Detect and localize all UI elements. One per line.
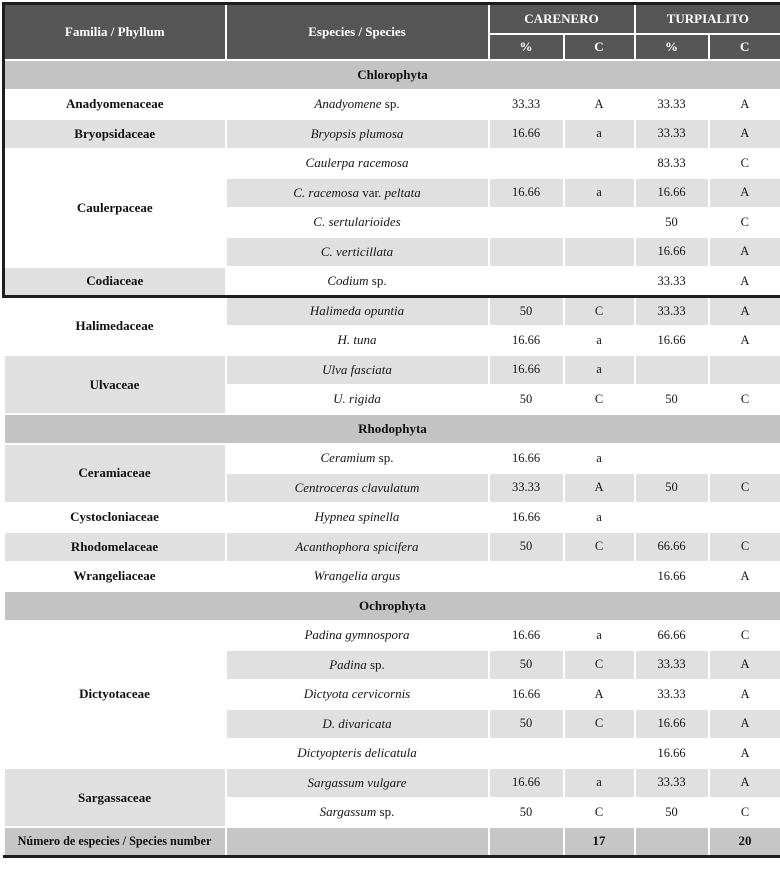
species-name-cell — [226, 503, 489, 533]
carenero-c-cell: C — [564, 296, 635, 326]
family-cell: Ulvaceae — [4, 355, 226, 414]
phylum-section-row — [4, 414, 780, 444]
carenero-pct-cell — [489, 149, 564, 179]
species-name-italic: U. rigida — [333, 391, 381, 407]
species-row — [4, 149, 780, 179]
species-name-italic: Caulerpa racemosa — [305, 155, 409, 171]
turpialito-c-cell: C — [709, 621, 780, 651]
family-cell: Bryopsidaceae — [4, 119, 226, 149]
species-name-cell — [226, 178, 489, 208]
species-name-roman: sp. — [368, 273, 387, 288]
species-name-italic: Anadyomene — [314, 96, 382, 112]
species-occurrence-table — [2, 2, 780, 858]
carenero-c-cell — [564, 237, 635, 267]
turpialito-pct-cell: 50 — [635, 208, 709, 238]
family-cell: Codiaceae — [4, 267, 226, 297]
species-name-italic: D. divaricata — [322, 715, 392, 731]
species-name-cell — [226, 739, 489, 769]
carenero-c-cell: a — [564, 621, 635, 651]
species-row — [4, 119, 780, 149]
carenero-pct-cell: 16.66 — [489, 178, 564, 208]
turpialito-pct-cell: 16.66 — [635, 709, 709, 739]
species-name-roman: sp. — [366, 656, 385, 672]
species-name-cell — [226, 237, 489, 267]
family-cell: Anadyomenaceae — [4, 90, 226, 120]
footer-blank-species — [226, 827, 489, 856]
phylum-section-label: Rhodophyta — [4, 414, 780, 444]
species-name-cell — [226, 562, 489, 592]
species-name-italic: Ulva fasciata — [322, 361, 392, 377]
turpialito-pct-cell: 50 — [635, 473, 709, 503]
species-name-cell — [226, 267, 489, 297]
species-name-italic: Dictyota cervicornis — [303, 686, 411, 702]
species-name-italic: Acanthophora spicifera — [295, 538, 419, 554]
family-cell: Halimedaceae — [4, 296, 226, 355]
turpialito-pct-cell: 16.66 — [635, 178, 709, 208]
species-name-italic: Codium — [327, 273, 369, 288]
turpialito-c-cell: A — [709, 119, 780, 149]
species-number-label: Número de especies / Species number — [4, 827, 226, 856]
family-cell: Rhodomelaceae — [4, 532, 226, 562]
carenero-c-cell: a — [564, 355, 635, 385]
turpialito-pct-cell: 16.66 — [635, 562, 709, 592]
species-name-cell — [226, 650, 489, 680]
species-name-cell — [226, 532, 489, 562]
carenero-pct-header: % — [489, 34, 564, 60]
family-cell: Ceramiaceae — [4, 444, 226, 503]
carenero-site-header: CARENERO — [489, 4, 635, 35]
table-body — [4, 60, 780, 827]
species-name-italic: C. racemosa — [293, 184, 363, 200]
species-column-header: Especies / Species — [226, 4, 489, 61]
turpialito-pct-cell: 33.33 — [635, 296, 709, 326]
carenero-c-cell: A — [564, 90, 635, 120]
species-row — [4, 444, 780, 474]
species-name-italic: Centroceras clavulatum — [294, 479, 420, 495]
species-name-italic: H. tuna — [337, 332, 377, 348]
footer-row — [4, 827, 780, 856]
species-row — [4, 90, 780, 120]
species-name-cell — [226, 768, 489, 798]
turpialito-pct-cell: 33.33 — [635, 90, 709, 120]
species-name-italic: Padina — [329, 656, 367, 672]
species-name-italic: C. verticillata — [320, 243, 394, 259]
species-name-cell — [226, 473, 489, 503]
turpialito-c-cell: A — [709, 650, 780, 680]
species-name-cell — [226, 296, 489, 326]
header-row-1 — [4, 4, 780, 35]
family-cell: Dictyotaceae — [4, 621, 226, 769]
species-row — [4, 562, 780, 592]
species-name-italic: Sargassum — [319, 804, 377, 820]
carenero-pct-cell: 16.66 — [489, 503, 564, 533]
species-row — [4, 532, 780, 562]
species-name-cell — [226, 444, 489, 474]
species-name-italic: C. sertularioides — [313, 214, 401, 230]
carenero-c-cell: C — [564, 798, 635, 828]
turpialito-c-header: C — [709, 34, 780, 60]
turpialito-pct-cell: 33.33 — [635, 680, 709, 710]
carenero-c-cell: a — [564, 326, 635, 356]
carenero-pct-cell: 50 — [489, 296, 564, 326]
carenero-pct-cell — [489, 237, 564, 267]
turpialito-c-cell — [709, 503, 780, 533]
turpialito-c-cell: A — [709, 296, 780, 326]
species-name-italic: Padina gymnospora — [304, 627, 410, 643]
species-row — [4, 267, 780, 297]
turpialito-pct-cell: 50 — [635, 385, 709, 415]
turpialito-pct-cell — [635, 444, 709, 474]
species-name-italic: Dictyopteris delicatula — [297, 745, 417, 761]
carenero-c-cell: A — [564, 473, 635, 503]
turpialito-pct-cell: 50 — [635, 798, 709, 828]
species-name-italic: Bryopsis plumosa — [310, 125, 404, 141]
species-name-cell — [226, 798, 489, 828]
species-name-cell — [226, 326, 489, 356]
turpialito-pct-cell: 33.33 — [635, 768, 709, 798]
carenero-pct-cell: 50 — [489, 709, 564, 739]
turpialito-pct-cell: 16.66 — [635, 237, 709, 267]
carenero-pct-cell — [489, 208, 564, 238]
species-name-roman: sp. — [376, 804, 395, 820]
species-name-cell — [226, 90, 489, 120]
carenero-pct-cell — [489, 739, 564, 769]
species-name-cell — [226, 385, 489, 415]
carenero-c-cell — [564, 739, 635, 769]
turpialito-pct-header: % — [635, 34, 709, 60]
carenero-c-cell: a — [564, 768, 635, 798]
species-row — [4, 621, 780, 651]
family-cell: Cystocloniaceae — [4, 503, 226, 533]
table-footer — [4, 827, 780, 856]
footer-blank-turpialito-pct — [635, 827, 709, 856]
species-row — [4, 768, 780, 798]
species-row — [4, 503, 780, 533]
turpialito-c-cell: A — [709, 237, 780, 267]
carenero-pct-cell: 50 — [489, 532, 564, 562]
phylum-section-row — [4, 60, 780, 90]
carenero-c-cell: C — [564, 709, 635, 739]
carenero-c-cell — [564, 149, 635, 179]
species-name-cell — [226, 355, 489, 385]
species-name-cell — [226, 149, 489, 179]
turpialito-pct-cell: 16.66 — [635, 326, 709, 356]
turpialito-pct-cell: 33.33 — [635, 650, 709, 680]
turpialito-pct-cell — [635, 355, 709, 385]
turpialito-pct-cell: 16.66 — [635, 739, 709, 769]
turpialito-c-cell: C — [709, 532, 780, 562]
species-name-cell — [226, 119, 489, 149]
turpialito-c-cell: C — [709, 798, 780, 828]
species-row — [4, 296, 780, 326]
species-name-italic: peltata — [384, 184, 421, 200]
carenero-pct-cell: 16.66 — [489, 621, 564, 651]
turpialito-pct-cell: 66.66 — [635, 532, 709, 562]
carenero-c-header: C — [564, 34, 635, 60]
carenero-pct-cell: 16.66 — [489, 355, 564, 385]
species-name-cell — [226, 680, 489, 710]
turpialito-c-cell: C — [709, 149, 780, 179]
species-name-cell — [226, 208, 489, 238]
carenero-pct-cell: 33.33 — [489, 90, 564, 120]
carenero-c-cell: C — [564, 532, 635, 562]
family-cell: Sargassaceae — [4, 768, 226, 827]
turpialito-pct-cell: 33.33 — [635, 267, 709, 297]
family-cell: Wrangeliaceae — [4, 562, 226, 592]
carenero-c-cell — [564, 562, 635, 592]
turpialito-c-cell: C — [709, 208, 780, 238]
species-name-italic: Ceramium — [320, 450, 376, 466]
carenero-pct-cell: 16.66 — [489, 680, 564, 710]
carenero-pct-cell — [489, 562, 564, 592]
turpialito-c-cell: A — [709, 562, 780, 592]
carenero-c-cell: a — [564, 119, 635, 149]
species-name-roman: sp. — [375, 450, 394, 466]
carenero-species-count: 17 — [564, 827, 635, 856]
turpialito-c-cell: A — [709, 267, 780, 297]
turpialito-pct-cell: 33.33 — [635, 119, 709, 149]
turpialito-c-cell: A — [709, 178, 780, 208]
turpialito-c-cell: A — [709, 739, 780, 769]
species-name-roman: var. — [362, 184, 385, 200]
carenero-c-cell: A — [564, 680, 635, 710]
footer-blank-carenero-pct — [489, 827, 564, 856]
species-name-italic: Hypnea spinella — [314, 509, 400, 525]
carenero-c-cell: a — [564, 178, 635, 208]
turpialito-site-header: TURPIALITO — [635, 4, 780, 35]
species-name-cell — [226, 709, 489, 739]
carenero-pct-cell: 50 — [489, 798, 564, 828]
species-row — [4, 355, 780, 385]
carenero-c-cell — [564, 267, 635, 297]
species-name-italic: Sargassum vulgare — [307, 774, 407, 790]
turpialito-pct-cell: 66.66 — [635, 621, 709, 651]
carenero-c-cell: C — [564, 650, 635, 680]
turpialito-c-cell: A — [709, 326, 780, 356]
carenero-c-cell: C — [564, 385, 635, 415]
phylum-section-label: Chlorophyta — [4, 60, 780, 90]
carenero-pct-cell — [489, 267, 564, 297]
carenero-pct-cell: 16.66 — [489, 119, 564, 149]
carenero-pct-cell: 16.66 — [489, 444, 564, 474]
carenero-pct-cell: 16.66 — [489, 326, 564, 356]
turpialito-c-cell: A — [709, 709, 780, 739]
family-column-header: Familia / Phyllum — [4, 4, 226, 61]
turpialito-pct-cell: 83.33 — [635, 149, 709, 179]
turpialito-c-cell: A — [709, 90, 780, 120]
carenero-pct-cell: 16.66 — [489, 768, 564, 798]
table-header — [4, 4, 780, 61]
carenero-pct-cell: 50 — [489, 385, 564, 415]
turpialito-species-count: 20 — [709, 827, 780, 856]
species-name-roman: sp. — [381, 96, 400, 112]
carenero-c-cell: a — [564, 444, 635, 474]
turpialito-c-cell: A — [709, 680, 780, 710]
turpialito-c-cell: A — [709, 768, 780, 798]
family-cell: Caulerpaceae — [4, 149, 226, 267]
turpialito-c-cell: C — [709, 385, 780, 415]
species-name-cell — [226, 621, 489, 651]
carenero-c-cell: a — [564, 503, 635, 533]
phylum-section-row — [4, 591, 780, 621]
carenero-pct-cell: 50 — [489, 650, 564, 680]
phylum-section-label: Ochrophyta — [4, 591, 780, 621]
turpialito-pct-cell — [635, 503, 709, 533]
carenero-pct-cell: 33.33 — [489, 473, 564, 503]
turpialito-c-cell: C — [709, 473, 780, 503]
carenero-c-cell — [564, 208, 635, 238]
turpialito-c-cell — [709, 355, 780, 385]
species-name-italic: Halimeda opuntia — [309, 303, 405, 318]
turpialito-c-cell — [709, 444, 780, 474]
species-name-italic: Wrangelia argus — [313, 568, 401, 584]
